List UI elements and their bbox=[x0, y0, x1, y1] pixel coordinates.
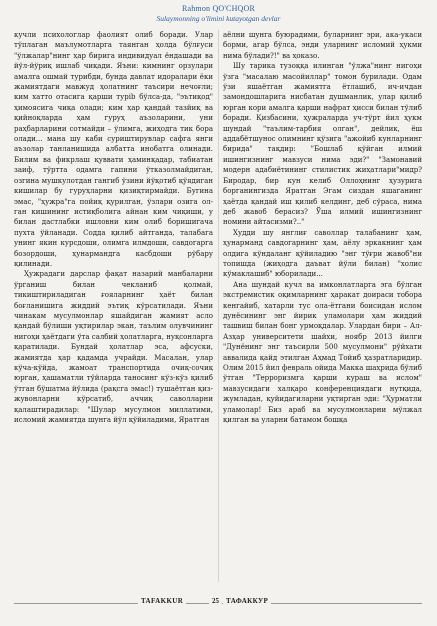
paragraph: кучли психологлар фаолият олиб боради. Улар тўплаган маълумотларга таянган ҳолда бўлғуси "ўлжалар"нинг ҳар бирига индивидуал ёндашади ва йўл-йўриқ ишлаб чиқади. Яъни: кимнинг орзулари амалга ошмай турибди, бунда давлат идоралари ёки жамиятдаги мавжуд ҳолатнинг таъсири нечоғли; ким хатто отасига қарши турib бўлса-да, "эътиқод" ҳимоясига чиқа олади; ким ҳар қандай тазйиқ ва қийноқларда ҳам гуруҳ аъзоларини, уни раҳбарларини сотмайди – ўлимга, жиҳодга тик бора олади... мана шу каби суриштирувлар сафга янги аъзолар танланишида албатта инобатга олинади. Билим ва фикрлаш қуввати ҳаминқадар, табиатан заиф, тўртта одамга гапини ўтказолмайдиган, озгина мушкулотдан гангиб ўзини йўқотиб қўядиган кишилар бу гуруҳларни қизиқтирмайди. Бугина эмас, "ҳужра"га пойиқ қурилган, ўзлари озига ол-ган кишининг истиқболига айнан ким чиқиши, у билан дастлабки ишловни ким олиб боришигача пухта ўйланади. Содда қилиб айтганда, талабага унинг якин курсдоши, олимга илмдоши, савдогарга бозордоши, ҳунармандга касбдоши рўбару қилинади. bbox=[14, 31, 213, 268]
right-column bbox=[223, 30, 422, 586]
running-header bbox=[0, 4, 437, 24]
article-body bbox=[14, 30, 422, 586]
paragraph: Ҳужрадаги дарслар фақат назарий манбаларни ўрганиш билан чекланиб қолмай, тикиштириладиган ғояларнинг ҳаёт билан боғланишига жиддий эътиқ кўрсатилади. Яъни чинакам мусулмонлар яшайдиган жамият асло қандай бўлиши уқтирилар экан, таълим олувчининг нигоҳи ҳаётдаги ўта салбий ҳолатларга, нуқсонларга қаратилади. Бундай ҳолатлар эса, афсуски, жамиятда ҳар қадамда учрайди. Масалан, улар кўча-кўйда, жамоат транспортида очиқ-сочиқ юрган, ҳашаматли тўйларда таносинг кўз-кўз қилиб ўтган бўшатма йўлида (рақсга эмас!) тушаётган қиз-жувонларни кўрсатиб, аччиқ саволларни қалаштирадилар: "Шулар мусулмон миллатими, исломий жамиятда шунга йўл қўйиладими, Яратган bbox=[14, 270, 213, 425]
footer-magazine-latin: TAFAKKUR bbox=[138, 597, 186, 605]
header-author: Rahmon QO'CHQOR bbox=[181, 4, 256, 13]
paragraph: Шу тарика тузоққа илинган "ўлжа"нинг нигоҳи ўзга "масалаю масойиллар" томон бурилади. Одам ўзи яшаётган жамиятга ётлашиб, ич-ичдан замондошларига нисбатан душманлик, улар қилиб юрган кори амалга қарши нафрат ҳисси билан тўлиб боради. Қизбасини, ҳужраларда уч-тўрт йил ҳукм шундай "таълим-тарбия олган", дейлик, ёш аддабётшунос олимнинг қўзига "ажойиб кунларнинг бирида" тақдир: "Бошлаб қўйган илмий ишингизнинг мавзуси нима эди?" "Замонавий модерн адабиётининг стилистик жиҳатлари"мидр? Биродар, бир кун келиб Оллоҳнинг ҳузурига борганингизда Яратган Эгам сиздан яшаганинг ҳаётда қандай иш қилиб келдинг, деб сўраса, нима деб жавоб берасиз? Ўша илмий ишингизнинг номини айтасизми?.." bbox=[223, 62, 422, 227]
paragraph: аёлни шунга буюрадими, буларнинг эри, ака-укаси борми, агар бўлса, энди уларнинг исломий ҳукми нима бўлади?!" ва ҳоказо. bbox=[223, 31, 422, 60]
page-footer bbox=[0, 597, 437, 611]
left-column bbox=[14, 30, 213, 586]
paragraph: Ана шундай кучл ва имконлатларга эга бўлган экстремистик оқимларнинг ҳаракат доираси тобора кенгайиб, хатарли туc ола-ётгани боисидан ислом дунёсининг энг йирик уламолари ҳам жиддий ташвиш билан бонг урмоқдалар. Улардан бири – Ал-Азҳар университети шайхи, ноябр 2013 йилги "Дунёнинг энг таъсирли 500 мусулмони" рўйхати аввалида қайд этилган Аҳмад Тойиб ҳазратларидир. Олим 2015 йил февраль ойида Макка шаҳрида бўлиб ўтган "Терроризмга қарши кураш ва ислом" мавзусидаги халқаро конференциядаги нутқида, жумладан, қуйидагиларни уқтирган эди: "Ҳурматли уламолар! Биз араб ва мусулмонларни мўлжал қилган ва уларни батамом бошқа bbox=[223, 280, 422, 425]
page-number: 25 bbox=[209, 597, 222, 605]
header-title: Sulaymonning o'limini kutayotgan devlar bbox=[156, 14, 281, 23]
paragraph: Худди шу янглиғ саволлар талабанинг ҳам, ҳунарманд савдогарнинг ҳам, аёлу эркакнинг ҳам олдига кўндаланг қўйиладию "энг тўғри жавоб"ни топишда (жиҳодга даъват йўли билан) "холис кўмаклашиб" юборилади... bbox=[223, 228, 422, 279]
footer-magazine-cyrillic: ТАФАККУР bbox=[223, 597, 271, 605]
